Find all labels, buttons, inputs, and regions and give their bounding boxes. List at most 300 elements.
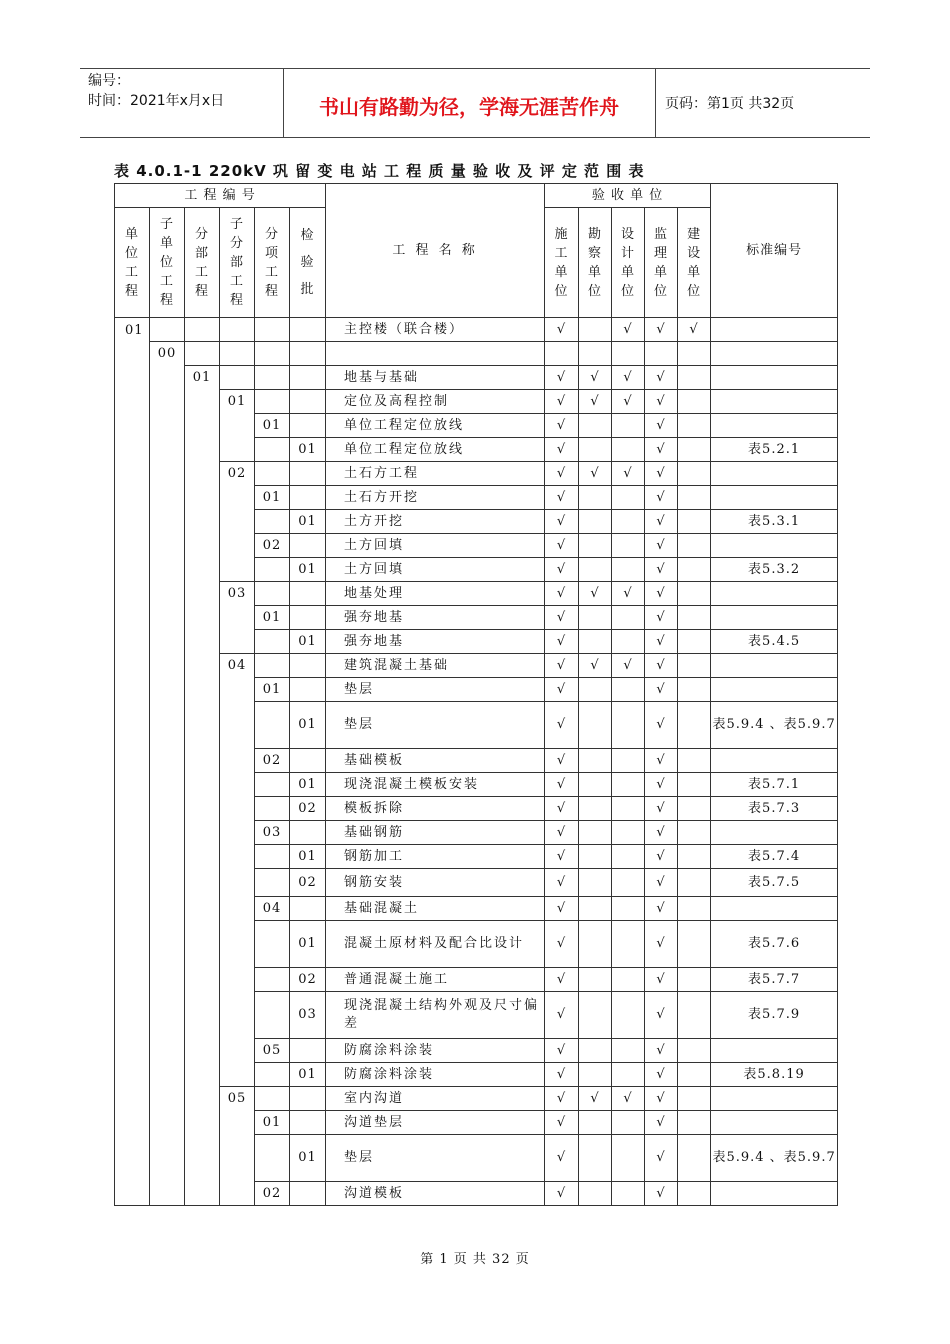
owner-check-cell <box>678 1182 711 1206</box>
supervision-check-cell: √ <box>645 869 678 897</box>
item-code-cell: 01 <box>255 414 290 438</box>
survey-check-cell <box>579 342 612 366</box>
owner-check-cell <box>678 534 711 558</box>
owner-check-cell <box>678 1111 711 1135</box>
construction-check-cell: √ <box>545 702 579 749</box>
survey-check-cell <box>579 1182 612 1206</box>
table-row <box>115 654 838 678</box>
construction-check-cell: √ <box>545 654 579 678</box>
design-check-cell <box>612 968 645 992</box>
supervision-check-cell: √ <box>645 1087 678 1111</box>
owner-check-cell <box>678 1135 711 1182</box>
batch-code-cell <box>290 749 326 773</box>
item-header: 分项工程 <box>255 208 290 318</box>
design-check-cell <box>612 773 645 797</box>
standard-number-cell <box>711 821 838 845</box>
sub-unit-header: 子单位工程 <box>150 208 185 318</box>
acceptance-scope-table <box>114 183 838 1206</box>
item-code-cell <box>255 582 290 606</box>
sub-division-code-cell <box>220 318 255 342</box>
survey-check-cell: √ <box>579 654 612 678</box>
item-code-cell <box>255 702 290 749</box>
survey-check-cell <box>579 702 612 749</box>
project-name-cell: 混凝土原材料及配合比设计 <box>326 921 545 968</box>
standard-number-cell: 表5.2.1 <box>711 438 838 462</box>
supervision-check-cell: √ <box>645 992 678 1039</box>
supervision-check-cell: √ <box>645 606 678 630</box>
owner-check-cell <box>678 678 711 702</box>
batch-code-cell: 02 <box>290 797 326 821</box>
design-check-cell <box>612 797 645 821</box>
division-header: 分部工程 <box>185 208 220 318</box>
construction-check-cell: √ <box>545 462 579 486</box>
batch-code-cell <box>290 1039 326 1063</box>
item-code-cell: 05 <box>255 1039 290 1063</box>
supervision-check-cell: √ <box>645 630 678 654</box>
sub-division-code-cell: 05 <box>220 1087 255 1206</box>
item-code-cell <box>255 1135 290 1182</box>
batch-code-cell <box>290 318 326 342</box>
division-code-cell <box>185 318 220 342</box>
standard-number-cell: 表5.9.4 、表5.9.7 <box>711 702 838 749</box>
item-code-cell <box>255 510 290 534</box>
table-header-row <box>115 184 838 208</box>
header-meta <box>88 71 224 111</box>
project-name-cell: 地基处理 <box>326 582 545 606</box>
standard-number-cell: 表5.3.1 <box>711 510 838 534</box>
project-name-cell: 土方开挖 <box>326 510 545 534</box>
standard-number-cell <box>711 606 838 630</box>
survey-check-cell <box>579 678 612 702</box>
batch-code-cell <box>290 654 326 678</box>
page-info: 页码：第1页 共32页 <box>665 96 795 112</box>
design-check-cell <box>612 821 645 845</box>
batch-code-cell: 01 <box>290 510 326 534</box>
owner-check-cell <box>678 342 711 366</box>
construction-check-cell: √ <box>545 678 579 702</box>
survey-check-cell: √ <box>579 462 612 486</box>
construction-check-cell: √ <box>545 606 579 630</box>
survey-check-cell <box>579 869 612 897</box>
name-header: 工 程 名 称 <box>326 184 545 318</box>
sub-division-code-cell: 04 <box>220 654 255 1087</box>
owner-check-cell <box>678 654 711 678</box>
construction-check-cell: √ <box>545 510 579 534</box>
item-code-cell <box>255 318 290 342</box>
owner-check-cell <box>678 1063 711 1087</box>
project-name-cell: 现浇混凝土结构外观及尺寸偏差 <box>326 992 545 1039</box>
item-code-cell <box>255 845 290 869</box>
construction-check-cell <box>545 342 579 366</box>
construction-check-cell: √ <box>545 1063 579 1087</box>
supervision-check-cell: √ <box>645 510 678 534</box>
project-name-cell: 室内沟道 <box>326 1087 545 1111</box>
project-name-cell <box>326 342 545 366</box>
owner-check-cell <box>678 869 711 897</box>
design-check-cell <box>612 534 645 558</box>
item-code-cell <box>255 438 290 462</box>
standard-number-cell <box>711 414 838 438</box>
supervision-check-cell: √ <box>645 486 678 510</box>
design-check-cell <box>612 869 645 897</box>
item-code-cell: 01 <box>255 606 290 630</box>
survey-check-cell <box>579 438 612 462</box>
supervision-check-cell: √ <box>645 845 678 869</box>
supervision-check-cell: √ <box>645 773 678 797</box>
batch-code-cell <box>290 897 326 921</box>
standard-number-cell <box>711 342 838 366</box>
design-check-cell <box>612 1182 645 1206</box>
batch-code-cell <box>290 1182 326 1206</box>
project-name-cell: 模板拆除 <box>326 797 545 821</box>
owner-check-cell <box>678 462 711 486</box>
owner-check-cell <box>678 992 711 1039</box>
item-code-cell: 02 <box>255 749 290 773</box>
project-name-cell: 单位工程定位放线 <box>326 438 545 462</box>
construction-check-cell: √ <box>545 1111 579 1135</box>
owner-check-cell <box>678 921 711 968</box>
design-check-cell <box>612 897 645 921</box>
construction-check-cell: √ <box>545 968 579 992</box>
project-name-cell: 建筑混凝土基础 <box>326 654 545 678</box>
batch-code-cell <box>290 414 326 438</box>
supervision-header: 监理单位 <box>645 208 678 318</box>
batch-code-cell <box>290 390 326 414</box>
project-name-cell: 强夯地基 <box>326 606 545 630</box>
item-code-cell: 01 <box>255 1111 290 1135</box>
owner-check-cell <box>678 558 711 582</box>
standard-number-cell <box>711 1087 838 1111</box>
owner-check-cell <box>678 749 711 773</box>
design-check-cell <box>612 1111 645 1135</box>
item-code-cell <box>255 797 290 821</box>
survey-check-cell <box>579 558 612 582</box>
construction-check-cell: √ <box>545 318 579 342</box>
item-code-cell <box>255 558 290 582</box>
design-check-cell <box>612 438 645 462</box>
supervision-check-cell: √ <box>645 318 678 342</box>
item-code-cell: 01 <box>255 678 290 702</box>
owner-check-cell <box>678 438 711 462</box>
standard-number-cell: 表5.7.5 <box>711 869 838 897</box>
project-name-cell: 土石方开挖 <box>326 486 545 510</box>
standard-number-cell: 表5.7.4 <box>711 845 838 869</box>
batch-code-cell <box>290 606 326 630</box>
standard-number-cell: 表5.4.5 <box>711 630 838 654</box>
owner-check-cell <box>678 845 711 869</box>
batch-code-cell <box>290 678 326 702</box>
group-accept-header: 验 收 单 位 <box>545 184 711 208</box>
construction-check-cell: √ <box>545 897 579 921</box>
design-check-cell: √ <box>612 366 645 390</box>
item-code-cell <box>255 992 290 1039</box>
sub-division-code-cell: 02 <box>220 462 255 582</box>
supervision-check-cell: √ <box>645 366 678 390</box>
standard-number-cell <box>711 486 838 510</box>
item-code-cell: 02 <box>255 1182 290 1206</box>
supervision-check-cell: √ <box>645 414 678 438</box>
construction-check-cell: √ <box>545 992 579 1039</box>
batch-code-cell: 01 <box>290 438 326 462</box>
batch-code-cell: 01 <box>290 630 326 654</box>
item-code-cell <box>255 1063 290 1087</box>
batch-code-cell <box>290 366 326 390</box>
standard-number-cell <box>711 390 838 414</box>
owner-check-cell: √ <box>678 318 711 342</box>
item-code-cell <box>255 869 290 897</box>
table-row <box>115 342 838 366</box>
group-code-header: 工 程 编 号 <box>115 184 326 208</box>
construction-header: 施工单位 <box>545 208 579 318</box>
owner-check-cell <box>678 486 711 510</box>
design-check-cell <box>612 921 645 968</box>
construction-check-cell: √ <box>545 1135 579 1182</box>
project-name-cell: 单位工程定位放线 <box>326 414 545 438</box>
batch-header: 检验批 <box>290 208 326 318</box>
project-name-cell: 防腐涂料涂装 <box>326 1039 545 1063</box>
design-check-cell <box>612 342 645 366</box>
survey-check-cell: √ <box>579 390 612 414</box>
survey-check-cell <box>579 921 612 968</box>
table-row <box>115 390 838 414</box>
division-code-cell <box>185 342 220 366</box>
construction-check-cell: √ <box>545 534 579 558</box>
design-check-cell <box>612 1039 645 1063</box>
standard-number-cell: 表5.7.1 <box>711 773 838 797</box>
survey-check-cell <box>579 534 612 558</box>
project-name-cell: 垫层 <box>326 678 545 702</box>
supervision-check-cell: √ <box>645 1135 678 1182</box>
batch-code-cell <box>290 821 326 845</box>
item-code-cell <box>255 390 290 414</box>
project-name-cell: 土方回填 <box>326 534 545 558</box>
item-code-cell <box>255 654 290 678</box>
design-check-cell <box>612 510 645 534</box>
project-name-cell: 钢筋安装 <box>326 869 545 897</box>
supervision-check-cell: √ <box>645 462 678 486</box>
table-row <box>115 582 838 606</box>
page-footer: 第 1 页 共 32 页 <box>420 1252 530 1267</box>
survey-check-cell <box>579 318 612 342</box>
construction-check-cell: √ <box>545 845 579 869</box>
standard-number-cell: 表5.7.3 <box>711 797 838 821</box>
supervision-check-cell: √ <box>645 821 678 845</box>
owner-check-cell <box>678 630 711 654</box>
design-check-cell <box>612 845 645 869</box>
survey-check-cell <box>579 992 612 1039</box>
project-name-cell: 现浇混凝土模板安装 <box>326 773 545 797</box>
supervision-check-cell: √ <box>645 678 678 702</box>
standard-number-cell <box>711 582 838 606</box>
sub-division-code-cell <box>220 366 255 390</box>
batch-code-cell: 01 <box>290 773 326 797</box>
batch-code-cell <box>290 486 326 510</box>
construction-check-cell: √ <box>545 366 579 390</box>
project-name-cell: 基础模板 <box>326 749 545 773</box>
supervision-check-cell: √ <box>645 438 678 462</box>
owner-check-cell <box>678 390 711 414</box>
table-row <box>115 318 838 342</box>
survey-header: 勘察单位 <box>579 208 612 318</box>
standard-number-cell: 表5.8.19 <box>711 1063 838 1087</box>
construction-check-cell: √ <box>545 582 579 606</box>
batch-code-cell: 01 <box>290 558 326 582</box>
project-name-cell: 垫层 <box>326 1135 545 1182</box>
survey-check-cell <box>579 606 612 630</box>
project-name-cell: 钢筋加工 <box>326 845 545 869</box>
standard-number-cell: 表5.7.9 <box>711 992 838 1039</box>
item-code-cell <box>255 921 290 968</box>
header-divider <box>655 69 656 137</box>
batch-code-cell: 02 <box>290 869 326 897</box>
standard-header: 标准编号 <box>711 184 838 318</box>
batch-code-cell: 01 <box>290 845 326 869</box>
standard-number-cell <box>711 318 838 342</box>
project-name-cell: 沟道模板 <box>326 1182 545 1206</box>
survey-check-cell <box>579 1111 612 1135</box>
batch-code-cell: 01 <box>290 921 326 968</box>
supervision-check-cell <box>645 342 678 366</box>
survey-check-cell: √ <box>579 1087 612 1111</box>
standard-number-cell <box>711 678 838 702</box>
standard-number-cell <box>711 1039 838 1063</box>
standard-number-cell <box>711 1182 838 1206</box>
batch-code-cell <box>290 342 326 366</box>
item-code-cell <box>255 366 290 390</box>
item-code-cell <box>255 773 290 797</box>
construction-check-cell: √ <box>545 438 579 462</box>
supervision-check-cell: √ <box>645 897 678 921</box>
item-code-cell <box>255 630 290 654</box>
sub-division-header: 子分部工程 <box>220 208 255 318</box>
supervision-check-cell: √ <box>645 654 678 678</box>
standard-number-cell: 表5.9.4 、表5.9.7 <box>711 1135 838 1182</box>
survey-check-cell <box>579 1039 612 1063</box>
design-check-cell <box>612 992 645 1039</box>
project-name-cell: 强夯地基 <box>326 630 545 654</box>
design-check-cell <box>612 630 645 654</box>
standard-number-cell: 表5.7.7 <box>711 968 838 992</box>
batch-code-cell <box>290 1087 326 1111</box>
owner-check-cell <box>678 1087 711 1111</box>
design-check-cell <box>612 558 645 582</box>
construction-check-cell: √ <box>545 558 579 582</box>
unit-code-cell: 01 <box>115 318 150 1206</box>
item-code-cell: 02 <box>255 534 290 558</box>
construction-check-cell: √ <box>545 1182 579 1206</box>
standard-number-cell: 表5.3.2 <box>711 558 838 582</box>
standard-number-cell <box>711 366 838 390</box>
supervision-check-cell: √ <box>645 1039 678 1063</box>
survey-check-cell <box>579 749 612 773</box>
supervision-check-cell: √ <box>645 968 678 992</box>
survey-check-cell <box>579 510 612 534</box>
header-motto: 书山有路勤为径，学海无涯苦作舟 <box>319 95 619 119</box>
construction-check-cell: √ <box>545 773 579 797</box>
design-check-cell <box>612 606 645 630</box>
project-name-cell: 普通混凝土施工 <box>326 968 545 992</box>
standard-number-cell <box>711 654 838 678</box>
project-name-cell: 沟道垫层 <box>326 1111 545 1135</box>
supervision-check-cell: √ <box>645 534 678 558</box>
design-check-cell: √ <box>612 462 645 486</box>
table-row <box>115 1087 838 1111</box>
standard-number-cell <box>711 462 838 486</box>
standard-number-cell <box>711 1111 838 1135</box>
table-title: 表 4.0.1-1 220kV 巩 留 变 电 站 工 程 质 量 验 收 及 评 定 范 围 表 <box>114 162 645 180</box>
survey-check-cell <box>579 797 612 821</box>
batch-code-cell <box>290 1111 326 1135</box>
standard-number-cell <box>711 534 838 558</box>
design-check-cell <box>612 414 645 438</box>
supervision-check-cell: √ <box>645 1063 678 1087</box>
owner-check-cell <box>678 797 711 821</box>
standard-number-cell <box>711 749 838 773</box>
project-name-cell: 防腐涂料涂装 <box>326 1063 545 1087</box>
construction-check-cell: √ <box>545 414 579 438</box>
owner-check-cell <box>678 582 711 606</box>
design-check-cell <box>612 486 645 510</box>
supervision-check-cell: √ <box>645 582 678 606</box>
sub-unit-code-cell: 00 <box>150 342 185 1206</box>
construction-check-cell: √ <box>545 1087 579 1111</box>
survey-check-cell <box>579 414 612 438</box>
standard-number-cell <box>711 897 838 921</box>
design-header: 设计单位 <box>612 208 645 318</box>
construction-check-cell: √ <box>545 797 579 821</box>
batch-code-cell <box>290 534 326 558</box>
project-name-cell: 土石方工程 <box>326 462 545 486</box>
design-check-cell: √ <box>612 318 645 342</box>
project-name-cell: 基础混凝土 <box>326 897 545 921</box>
supervision-check-cell: √ <box>645 390 678 414</box>
owner-check-cell <box>678 773 711 797</box>
document-header <box>80 68 870 138</box>
survey-check-cell <box>579 897 612 921</box>
item-code-cell <box>255 462 290 486</box>
sub-division-code-cell: 01 <box>220 390 255 462</box>
design-check-cell <box>612 1063 645 1087</box>
survey-check-cell <box>579 630 612 654</box>
supervision-check-cell: √ <box>645 702 678 749</box>
item-code-cell <box>255 968 290 992</box>
supervision-check-cell: √ <box>645 749 678 773</box>
design-check-cell: √ <box>612 654 645 678</box>
owner-check-cell <box>678 968 711 992</box>
construction-check-cell: √ <box>545 921 579 968</box>
table-row <box>115 462 838 486</box>
project-name-cell: 定位及高程控制 <box>326 390 545 414</box>
owner-check-cell <box>678 897 711 921</box>
construction-check-cell: √ <box>545 630 579 654</box>
design-check-cell <box>612 1135 645 1182</box>
survey-check-cell <box>579 968 612 992</box>
owner-check-cell <box>678 606 711 630</box>
time-label: 时间：2021年x月x日 <box>88 93 225 109</box>
owner-check-cell <box>678 366 711 390</box>
batch-code-cell: 03 <box>290 992 326 1039</box>
item-code-cell <box>255 1087 290 1111</box>
batch-code-cell: 01 <box>290 702 326 749</box>
batch-code-cell <box>290 462 326 486</box>
batch-code-cell: 02 <box>290 968 326 992</box>
owner-check-cell <box>678 510 711 534</box>
design-check-cell: √ <box>612 390 645 414</box>
construction-check-cell: √ <box>545 749 579 773</box>
owner-check-cell <box>678 414 711 438</box>
construction-check-cell: √ <box>545 821 579 845</box>
design-check-cell <box>612 749 645 773</box>
